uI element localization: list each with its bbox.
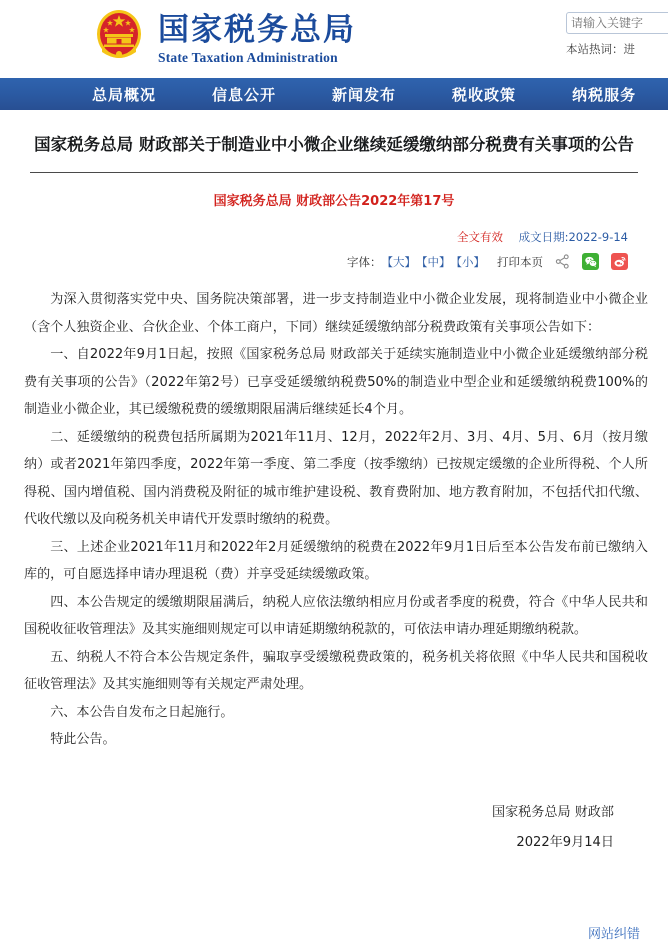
publish-date: 成文日期:2022-9-14 xyxy=(518,230,628,244)
share-nodes-icon[interactable] xyxy=(555,254,570,269)
signature-block xyxy=(24,798,648,858)
paragraph-item-4: 四、本公告规定的缓缴期限届满后，纳税人应依法缴纳相应月份或者季度的税费，符合《中华人民共和国税收征收管理法》及其实施细则规定可以申请延期缴纳税款的，可依法申请办理延期缴纳税款。 xyxy=(24,594,648,637)
nav-item-news[interactable]: 新闻发布 xyxy=(332,85,397,104)
signature-date: 2022年9月14日 xyxy=(516,834,614,850)
nav-item-disclosure[interactable]: 信息公开 xyxy=(212,85,277,104)
national-emblem-icon xyxy=(88,4,150,70)
search-box[interactable] xyxy=(566,12,668,34)
status-badge: 全文有效 xyxy=(456,230,503,244)
search-input[interactable] xyxy=(571,16,668,30)
signature-authority: 国家税务总局 财政部 xyxy=(491,804,614,820)
paragraph-item-1: 一、自2022年9月1日起，按照《国家税务总局 财政部关于延续实施制造业中小微企业延缓缴纳部分税费有关事项的公告》（2022年第2号）已享受延缓缴纳税费50%的制造业中型企业和延缓缴纳税费100%的制造业小微企业，其已缓缴税费的缓缴期限届满后继续延长4个月。 xyxy=(24,347,648,417)
brand-title-cn: 国家税务总局 xyxy=(158,11,356,48)
site-brand[interactable] xyxy=(88,4,356,70)
main-navigation xyxy=(0,78,668,110)
weibo-icon[interactable] xyxy=(611,253,628,270)
nav-item-service[interactable]: 纳税服务 xyxy=(572,85,637,104)
font-size-small-button[interactable]: 【小】 xyxy=(450,254,485,269)
paragraph-item-6: 六、本公告自发布之日起施行。 xyxy=(50,704,234,720)
font-size-label: 字体： xyxy=(347,254,382,269)
hot-words-label: 本站热词：进 xyxy=(566,42,635,56)
nav-item-overview[interactable]: 总局概况 xyxy=(92,85,157,104)
print-page-button[interactable]: 打印本页 xyxy=(497,254,543,269)
font-size-medium-button[interactable]: 【中】 xyxy=(416,254,451,269)
paragraph-closing: 特此公告。 xyxy=(50,732,116,747)
website-correction-link[interactable]: 网站纠错 xyxy=(587,926,640,942)
article-header-block xyxy=(0,126,668,270)
font-size-large-button[interactable]: 【大】 xyxy=(381,254,416,269)
paragraph-item-5: 五、纳税人不符合本公告规定条件，骗取享受缓缴税费政策的，税务机关将依照《中华人民共和国税收征收管理法》及其实施细则等有关规定严肃处理。 xyxy=(24,649,648,692)
wechat-icon[interactable] xyxy=(582,253,599,270)
document-number: 国家税务总局 财政部公告2022年第17号 xyxy=(213,194,455,209)
nav-item-policy[interactable]: 税收政策 xyxy=(452,85,517,104)
article-body xyxy=(0,286,668,858)
title-divider xyxy=(30,172,638,173)
nav-spacer xyxy=(0,110,668,126)
brand-title-en: State Taxation Administration xyxy=(158,49,338,65)
header-search-area xyxy=(566,12,668,57)
site-header xyxy=(0,0,668,78)
article-meta-row xyxy=(24,229,644,245)
article-tools-row xyxy=(24,253,644,270)
paragraph-item-2: 二、延缓缴纳的税费包括所属期为2021年11月、12月，2022年2月、3月、4月、5月、6月（按月缴纳）或者2021年第四季度，2022年第一季度、第二季度（按季缴纳）已按规定缓缴的企业所得税、个人所得税、国内增值税、国内消费税及附征的城市维护建设税、教育费附加、地方教育附加，不包括代扣代缴、代收代缴以及向税务机关申请代开发票时缴纳的税费。 xyxy=(24,429,648,527)
page-title: 国家税务总局 财政部关于制造业中小微企业继续延缓缴纳部分税费有关事项的公告 xyxy=(34,135,634,154)
brand-text-block xyxy=(158,9,356,66)
paragraph-intro: 为深入贯彻落实党中央、国务院决策部署，进一步支持制造业中小微企业发展，现将制造业中小微企业（含个人独资企业、合伙企业、个体工商户，下同）继续延缓缴纳部分税费政策有关事项公告如下： xyxy=(24,292,648,335)
site-footer xyxy=(0,914,668,950)
paragraph-item-3: 三、上述企业2021年11月和2022年2月延缓缴纳的税费在2022年9月1日后至本公告发布前已缴纳入库的，可自愿选择申请办理退税（费）并享受延续缓缴政策。 xyxy=(24,539,648,582)
